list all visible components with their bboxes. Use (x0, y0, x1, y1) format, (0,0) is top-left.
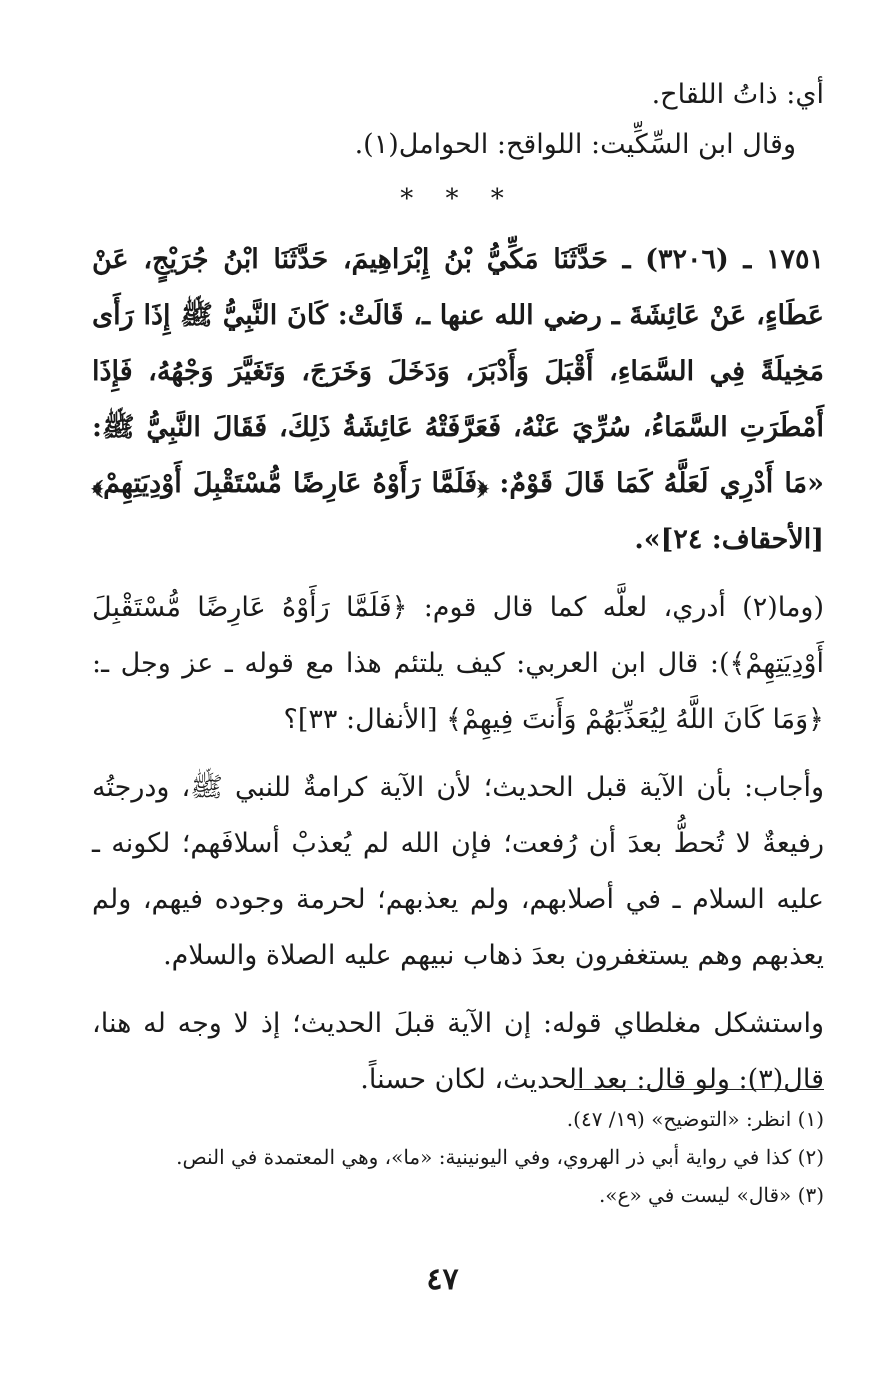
commentary-paragraph-3: واستشكل مغلطاي قوله: إن الآية قبلَ الحديث؛ إذ لا وجه له هنا، قال(٣): ولو قال: بعد الحديث، لكان حسناً. (92, 1008, 824, 1095)
hadith-paragraph: ١٧٥١ ـ (٣٢٠٦) ـ حَدَّثَنَا مَكِّيُّ بْنُ إِبْرَاهِيمَ، حَدَّثَنَا ابْنُ جُرَيْجٍ، عَنْ عَطَاءٍ، عَنْ عَائِشَةَ ـ رضي الله عنها ـ، قَالَتْ: كَانَ النَّبِيُّ ﷺ إِذَا رَأَى مَخِيلَةً فِي السَّمَاءِ، أَقْبَلَ وَأَدْبَرَ، وَدَخَلَ وَخَرَجَ، وَتَغَيَّرَ وَجْهُهُ، فَإِذَا أَمْطَرَتِ السَّمَاءُ، سُرِّيَ عَنْهُ، فَعَرَّفَتْهُ عَائِشَةُ ذَلِكَ، فَقَالَ النَّبِيُّ ﷺ: «مَا أَدْرِي لَعَلَّهُ كَمَا قَالَ قَوْمٌ: ﴿فَلَمَّا رَأَوْهُ عَارِضًا مُّسْتَقْبِلَ أَوْدِيَتِهِمْ﴾ [الأحقاف: ٢٤]». (92, 244, 824, 555)
footnote-divider (574, 1089, 824, 1090)
footnote-1: (١) انظر: «التوضيح» (١٩/ ٤٧). (566, 1107, 824, 1131)
footnotes (92, 1100, 824, 1214)
commentary-paragraph-2: وأجاب: بأن الآية قبل الحديث؛ لأن الآية كرامةٌ للنبي ﷺ، ودرجتُه رفيعةٌ لا تُحطُّ بعدَ أن رُفعت؛ فإن الله لم يُعذبْ أسلافَهم؛ لكونه ـ عليه السلام ـ في أصلابهم، ولم يعذبهم؛ لحرمة وجوده فيهم، ولم يعذبهم وهم يستغفرون بعدَ ذهاب نبيهم عليه الصلاة والسلام. (92, 772, 824, 971)
text-line-1: أي: ذاتُ اللقاح. (651, 79, 824, 110)
page-number: ٤٧ (426, 1262, 459, 1297)
section-separator: * * * (400, 184, 516, 214)
commentary-paragraph-1: (وما(٢) أدري، لعلَّه كما قال قوم: ﴿فَلَمَّا رَأَوْهُ عَارِضًا مُّسْتَقْبِلَ أَوْدِيَتِهِمْ﴾): قال ابن العربي: كيف يلتئم هذا مع قوله ـ عز وجل ـ: ﴿وَمَا كَانَ اللَّهُ لِيُعَذِّبَهُمْ وَأَنتَ فِيهِمْ﴾ [الأنفال: ٣٣]؟ (92, 592, 824, 735)
footnote-2: (٢) كذا في رواية أبي ذر الهروي، وفي اليونينية: «ما»، وهي المعتمدة في النص. (176, 1145, 824, 1169)
footnote-3: (٣) «قال» ليست في «ع». (598, 1183, 824, 1207)
text-line-2: وقال ابن السِّكِّيت: اللواقح: الحوامل(١). (354, 129, 796, 160)
page-body (92, 70, 824, 1120)
